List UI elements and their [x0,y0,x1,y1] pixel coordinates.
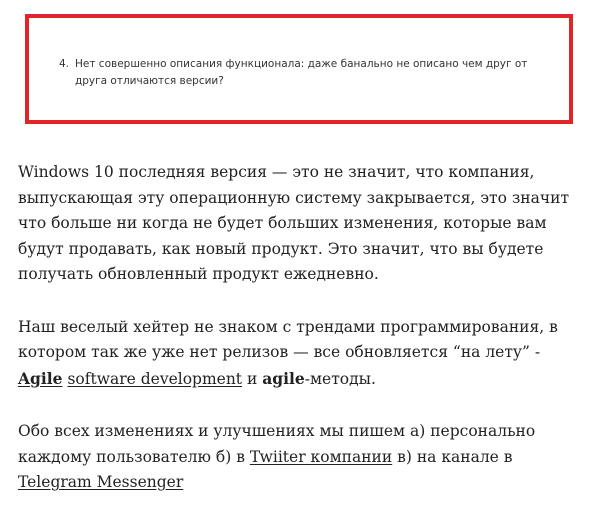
paragraph-updates-text-2: в) на канале в [392,447,513,466]
paragraph-updates [18,419,586,496]
twitter-link[interactable]: Twiiter компании [249,447,393,466]
quote-item-number: 4. [59,58,70,70]
paragraph-agile-text-3: -методы. [304,369,376,388]
highlighted-quote-box [25,14,573,124]
paragraph-agile-text-1: Наш веселый хейтер не знаком с трендами программирования, в котором так же уже нет релизов — все обновляется “на лету” - [18,317,558,361]
paragraph-agile-text-2: и [242,369,263,388]
article-body [18,160,586,523]
agile-bold-text: agile [262,368,305,388]
quote-item-text: Нет совершенно описания функционала: даже банально не описано чем друг от друга отличаются версии? [75,58,528,87]
paragraph-agile [18,315,586,393]
agile-link[interactable]: Agile [18,368,63,388]
paragraph-windows-10: Windows 10 последняя версия — это не значит, что компания, выпускающая эту операционную систему закрывается, это значит что больше ни когда не будет больших изменения, которые вам будут продавать, как новый продукт. Это значит, что вы будете получать обновленный продукт ежедневно. [18,163,570,283]
quote-list-item [59,56,549,90]
telegram-link[interactable]: Telegram Messenger [18,473,184,491]
paragraph-updates-text-1: Обо всех изменениях и улучшениях мы пишем а) персонально каждому пользователю б) в [18,422,536,466]
software-development-link[interactable]: software development [67,369,243,388]
